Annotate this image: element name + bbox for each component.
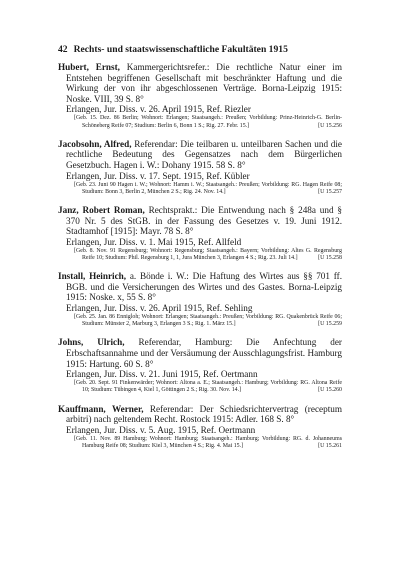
entry-main [58, 62, 342, 104]
entry-text: Kammergerichtsrefer.: Die rechtliche Natur einer im Entstehen begriffenen Gesellschaft mit beschränkter Haftung und die Wirkung der von ihr abgeschlossenen Verträge. Borna-Leipzig 1915: Noske. VIII, 39 S. 8° [66, 62, 342, 104]
entry-ref: [U 15.256 [318, 122, 342, 129]
entry-author: Jacobsohn, Alfred, [58, 138, 132, 149]
bibliography-entry [58, 404, 342, 451]
entry-main [58, 205, 342, 237]
entry-dissertation: Erlangen, Jur. Diss. v. 21. Juni 1915, Ref. Oertmann [66, 369, 258, 380]
entry-notes-text: [Geb. 15. Dez. 86 Berlin; Wohnort: Erlangen; Staatsangeh.: Preußen; Vorbildung: Prinz-Heinrich-G. Berlin-Schöneberg Reife 07; Studium: Berlin 6, Bonn 1 S.; Rig. 27. Febr. 15.] [74, 115, 342, 129]
entry-dissertation: Erlangen, Jur. Diss. v. 17. Sept. 1915, Ref. Kübler [66, 170, 250, 181]
entry-text: Rechtsprakt.: Die Entwendung nach § 248a und § 370 Nr. 5 des StGB. in der Fassung des Gesetzes v. 19. Juni 1912. Stadtamhof [1915]: Mayr. 78 S. 8° [66, 204, 342, 237]
bibliography-entry [58, 62, 342, 130]
entry-ref: [U 15.260 [318, 387, 342, 394]
entry-main [58, 271, 342, 303]
entry-dissertation: Erlangen, Jur. Diss. v. 1. Mai 1915, Ref. Allfeld [66, 236, 242, 247]
entry-notes [66, 436, 342, 450]
entry-text: Referendar, Hamburg: Die Anfechtung der Erbschaftsannahme und der Versäumung der Ausschlagungsfrist. Hamburg 1915: Hartung. 60 S. 8° [66, 337, 342, 369]
bibliography-entry [58, 271, 342, 328]
entry-notes [66, 182, 342, 196]
entry-notes-text: [Geb. 25. Jan. 86 Ennigloh; Wohnort: Erlangen; Staatsangeh.: Preußen; Vorbildung: RG. Quakenbrück Reife 06; Studium: Münster 2, Marburg 3, Erlangen 3 S.; Rig. 1. März 15.] [74, 313, 342, 328]
entry-ref: [U 15.261 [318, 442, 342, 449]
entry-notes-text: [Geb. 20. Sept. 91 Finkenwärder; Wohnort: Altona a. E.; Staatsangeh.: Hamburg; Vorbildung: RG. Altona Reife 10; Studium: Tübingen 4, Kiel 1, Göttingen 2 S.; Rig. 30. Nov. 14.] [74, 380, 342, 394]
bibliography-entry [58, 337, 342, 394]
bibliography-entry [58, 205, 342, 262]
entry-notes [66, 314, 342, 328]
entry-notes-text: [Geb. 11. Nov. 89 Hamburg; Wohnort: Hamburg; Staatsangeh.: Hamburg; Vorbildung: RG. d. Johanneums Hamburg Reife 08; Studium: Kiel 3, München 4 S.; Rig. 4. Mai 15.] [74, 435, 342, 449]
entry-main [58, 404, 342, 425]
entry-author: Hubert, Ernst, [58, 62, 120, 72]
entry-notes [66, 248, 342, 262]
running-head [58, 44, 342, 55]
entry-dissertation: Erlangen, Jur. Diss. v. 26. April 1915, Ref. Sehling [66, 302, 253, 313]
entry-author: Janz, Robert Roman, [58, 204, 145, 215]
bibliography-entry [58, 139, 342, 196]
entry-text: Referendar: Die teilbaren u. unteilbaren Sachen und die rechtliche Bedeutung des Gegensatzes nach dem Bürgerlichen Gesetzbuch. Hagen i. W.: Dohany 1915. 58 S. 8° [66, 138, 343, 170]
page-number: 42 [58, 44, 68, 55]
entry-notes [66, 380, 342, 394]
entry-notes-text: [Geb. 8. Nov. 91 Regensburg; Wohnort: Regensburg; Staatsangeh.: Bayern; Vorbildung: Altes G. Regensburg Reife 10; Studium: Phil. Regensburg 1, 1, Jura München 3, Erlangen 4 S.; Rig. 23. Juli 14.] [74, 247, 342, 261]
entry-main [58, 139, 342, 171]
entry-ref: [U 15.259 [318, 321, 342, 328]
entry-notes [66, 115, 342, 129]
entry-ref: [U 15.257 [318, 188, 342, 195]
entry-author: Kauffmann, Werner, [58, 403, 144, 414]
entry-text: a. Bönde i. W.: Die Haftung des Wirtes aus §§ 701 ff. BGB. und die Versicherungen des Wirtes und des Gastes. Borna-Leipzig 1915: Noske. x, 55 S. 8° [66, 271, 342, 303]
entry-author: Johns, Ulrich, [58, 337, 125, 348]
entry-main [58, 337, 342, 369]
entry-notes-text: [Geb. 23. Juni 90 Hagen i. W.; Wohnort: Hamm i. W.; Staatsangeh.: Preußen; Vorbildung: RG. Hagen Reife 08; Studium: Bonn 3, Berlin 2, München 2 S.; Rig. 24. Nov. 14.] [74, 181, 342, 195]
entry-author: Install, Heinrich, [58, 271, 127, 282]
entry-dissertation: Erlangen, Jur. Diss. v. 26. April 1915, Ref. Riezler [66, 104, 251, 115]
entry-text: Referendar: Der Schiedsrichtervertrag (receptum arbitri) nach geltendem Recht. Rostock 1915: Adler. 168 S. 8° [66, 403, 342, 425]
entry-ref: [U 15.258 [318, 254, 342, 261]
entry-dissertation: Erlangen, Jur. Diss. v. 5. Aug. 1915, Ref. Oertmann [66, 424, 256, 435]
running-title: Rechts- und staatswissenschaftliche Fakultäten 1915 [73, 44, 288, 55]
